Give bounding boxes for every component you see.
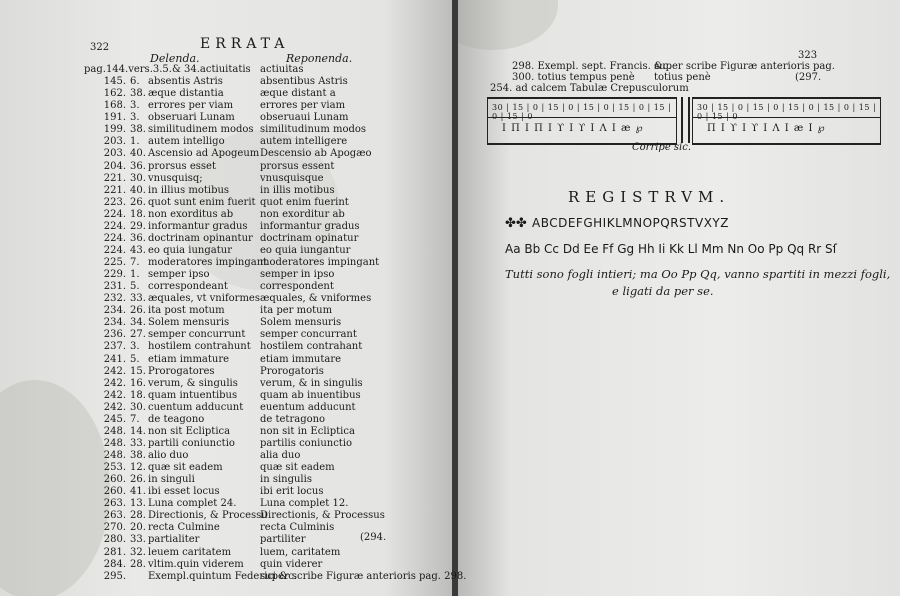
errata-delenda: leuem caritatem: [148, 546, 232, 558]
crepusculorum-table: [487, 97, 881, 143]
errata-delenda: partialiter: [148, 534, 200, 546]
errata-line-ref: 1.: [130, 136, 140, 148]
table-right-block: [692, 97, 881, 145]
errata-page-ref: 242.: [103, 377, 126, 389]
errata-page-ref: 221.: [103, 184, 126, 196]
errata-line-ref: 20.: [130, 522, 146, 534]
errata-line-ref: 33.: [130, 437, 146, 449]
errata-line-ref: 40.: [130, 184, 146, 196]
errata-line-ref: 38.: [130, 88, 146, 100]
errata-delenda: prorsus esset: [148, 160, 216, 172]
errata-delenda: semper ipso: [148, 269, 210, 281]
errata-line-ref: 1.: [130, 269, 140, 281]
errata-reponenda: luem, caritatem: [260, 546, 341, 558]
errata-reponenda: actiuitas: [260, 64, 304, 75]
water-stain: [458, 0, 558, 50]
errata-reponenda: ibi erit locus: [260, 486, 324, 498]
errata-line-ref: 28.: [130, 510, 146, 522]
errata-delenda: æque distantia: [148, 88, 224, 100]
errata-row-298-delenda: 298. Exempl. sept. Francis. &c.: [512, 61, 672, 72]
errata-page-ref: 234.: [103, 305, 126, 317]
errata-reponenda: informantur gradus: [260, 220, 360, 232]
errata-row: [84, 534, 444, 546]
errata-delenda: errores per viam: [148, 100, 234, 112]
errata-row: [84, 185, 444, 197]
errata-row: [84, 559, 444, 571]
errata-page-ref: 242.: [103, 401, 126, 413]
errata-row: [84, 354, 444, 366]
errata-delenda: partili coniunctio: [148, 437, 235, 449]
registrum-note-line1: Tutti sono fogli intieri; ma Oo Pp Qq, vanno spartiti in mezzi fogli,: [505, 267, 891, 281]
errata-line-ref: 30.: [130, 172, 146, 184]
errata-line-ref: 26.: [130, 305, 146, 317]
errata-page-ref: 260.: [103, 474, 126, 486]
errata-row: [84, 474, 444, 486]
errata-line-ref: 16.: [130, 377, 146, 389]
errata-page-ref: 203.: [103, 148, 126, 160]
errata-delenda: alio duo: [148, 450, 189, 461]
errata-reponenda: semper concurrant: [260, 329, 357, 341]
errata-reponenda: autem intelligere: [260, 136, 348, 148]
errata-row-254: 254. ad calcem Tabulæ Crepusculorum: [490, 83, 689, 94]
errata-row: [84, 124, 444, 136]
errata-delenda: ita post motum: [148, 305, 225, 317]
table-separator: [681, 97, 690, 143]
errata-delenda: Prorogatores: [148, 365, 215, 377]
errata-reponenda: super scribe Figuræ anterioris pag. 298.: [260, 570, 467, 582]
errata-trailing-ref: (294.: [360, 532, 387, 543]
errata-reponenda: similitudinum modos: [260, 124, 367, 136]
errata-row: [84, 522, 444, 534]
errata-row: [84, 547, 444, 559]
errata-line-ref: 3.: [130, 100, 140, 112]
errata-page-ref: 242.: [103, 389, 126, 401]
errata-page-ref: 242.: [103, 365, 126, 377]
errata-reponenda: alia duo: [260, 450, 301, 461]
errata-page-ref: 224.: [103, 220, 126, 232]
errata-reponenda: quam ab inuentibus: [260, 389, 361, 401]
errata-reponenda: non sit in Ecliptica: [260, 425, 355, 437]
errata-row: [84, 293, 444, 305]
errata-reponenda: non exorditur ab: [260, 208, 345, 220]
table-divider: [488, 117, 676, 118]
errata-delenda: ibi esset locus: [148, 486, 220, 498]
errata-line-ref: 18.: [130, 389, 146, 401]
errata-reponenda: vnusquisque: [260, 172, 324, 184]
errata-page-ref: 162.: [103, 88, 126, 100]
errata-page-ref: 224.: [103, 208, 126, 220]
errata-delenda: in illius motibus: [148, 184, 230, 196]
errata-page-ref: 168.: [103, 100, 126, 112]
errata-reponenda: Solem mensuris: [260, 317, 342, 329]
errata-row: [84, 136, 444, 148]
errata-page-ref: 221.: [103, 172, 126, 184]
errata-reponenda: in illis motibus: [260, 184, 335, 196]
errata-reponenda: verum, & in singulis: [260, 377, 363, 389]
errata-page-ref: 225.: [103, 257, 126, 268]
errata-page-ref: 270.: [103, 522, 126, 534]
errata-delenda: de teagono: [148, 413, 205, 425]
errata-reponenda: Descensio ab Apogæo: [260, 148, 372, 160]
errata-page-ref: 234.: [103, 317, 126, 329]
errata-reponenda: quæ sit eadem: [260, 462, 335, 474]
errata-row: [84, 570, 467, 583]
errata-row: [84, 510, 444, 522]
errata-row: [84, 245, 444, 257]
errata-row: [84, 64, 444, 76]
errata-delenda: eo quia iungatur: [148, 244, 232, 256]
errata-reponenda: correspondent: [260, 281, 334, 293]
errata-reponenda: recta Culminis: [260, 522, 335, 534]
errata-page-ref: 248.: [103, 437, 126, 449]
errata-reponenda: de tetragono: [260, 413, 326, 425]
errata-page-ref: 241.: [103, 353, 126, 365]
errata-reponenda: in singulis: [260, 474, 312, 486]
table-left-block: [487, 97, 677, 145]
errata-reponenda: partilis coniunctio: [260, 437, 353, 449]
errata-line-ref: 33.: [130, 293, 146, 305]
errata-reponenda: æque distant a: [260, 88, 336, 100]
errata-delenda: Solem mensuris: [148, 317, 230, 329]
errata-row: [84, 148, 444, 160]
errata-reponenda: quot enim fuerint: [260, 196, 349, 208]
registrum-note-line2: e ligati da per se.: [612, 284, 714, 298]
errata-delenda: correspondeant: [148, 281, 228, 293]
errata-line-ref: 3.: [130, 341, 140, 353]
errata-row: [84, 197, 444, 209]
page-number-right: 323: [798, 50, 818, 61]
errata-reponenda: Luna complet 12.: [260, 498, 349, 510]
errata-page-ref: 204.: [103, 160, 126, 172]
errata-page-ref: 253.: [103, 462, 126, 474]
errata-line-ref: 29.: [130, 220, 146, 232]
errata-reponenda: etiam immutare: [260, 353, 342, 365]
table-left-top-row: 30 | 15 | 0 | 15 | 0 | 15 | 0 | 15 | 0 | 15 | 0 | 15 | 0: [492, 103, 672, 121]
errata-page-ref: 295.: [103, 570, 126, 582]
errata-row: [84, 378, 444, 390]
errata-row-300-delenda: 300. totius tempus penè: [512, 72, 635, 83]
errata-delenda: moderatores impingant: [148, 257, 268, 268]
errata-delenda: semper concurrunt: [148, 329, 246, 341]
errata-page-ref: 229.: [103, 269, 126, 281]
errata-row: [84, 426, 444, 438]
errata-row-298-reponenda: super scribe Figuræ anterioris pag.: [654, 61, 835, 72]
errata-line-ref: 13.: [130, 498, 146, 510]
errata-line-ref: 32.: [130, 546, 146, 558]
errata-row-300-tail: (297.: [795, 72, 822, 83]
errata-page-ref: 191.: [103, 112, 126, 124]
errata-row: [84, 462, 444, 474]
errata-row: [84, 76, 444, 88]
errata-delenda: etiam immature: [148, 353, 230, 365]
errata-reponenda: hostilem contrahant: [260, 341, 363, 353]
table-right-top-row: 30 | 15 | 0 | 15 | 0 | 15 | 0 | 15 | 0 | 15 | 0 | 15 | 0: [697, 103, 877, 121]
errata-row: [84, 269, 444, 281]
errata-page-ref: 248.: [103, 450, 126, 461]
errata-line-ref: 26.: [130, 196, 146, 208]
errata-delenda: quot sunt enim fuerit: [148, 196, 256, 208]
errata-delenda: cuentum adducunt: [148, 401, 244, 413]
errata-line-ref: 40.: [130, 148, 146, 160]
errata-delenda: in singuli: [148, 474, 195, 486]
errata-delenda: non exorditus ab: [148, 208, 234, 220]
errata-page-ref: 231.: [103, 281, 126, 293]
errata-row: [84, 390, 444, 402]
errata-line-ref: 28.: [130, 558, 146, 570]
errata-delenda: similitudinem modos: [148, 124, 254, 136]
errata-line-ref: 38.: [130, 124, 146, 136]
errata-table: [84, 64, 467, 583]
errata-line-ref: 26.: [130, 474, 146, 486]
errata-page-ref: 284.: [103, 558, 126, 570]
errata-row: [84, 161, 444, 173]
errata-page-ref: 281.: [103, 546, 126, 558]
errata-line-ref: 5.: [130, 281, 140, 293]
corripe-note: Corripe sic.: [632, 142, 692, 153]
errata-reponenda: moderatores impingant: [260, 257, 380, 268]
errata-page-ref: 263.: [103, 498, 126, 510]
errata-page-ref: 248.: [103, 425, 126, 437]
errata-line-ref: 3.: [130, 112, 140, 124]
page-number-left: 322: [90, 42, 110, 53]
errata-delenda: vltim.quin viderem: [148, 558, 244, 570]
errata-line-ref: 14.: [130, 425, 146, 437]
errata-delenda: verum, & singulis: [148, 377, 238, 389]
column-header-delenda: Delenda.: [150, 52, 200, 65]
errata-line-ref: 30.: [130, 401, 146, 413]
errata-row: [84, 317, 444, 329]
errata-line-ref: 41.: [130, 486, 146, 498]
errata-page-ref: 224.: [103, 244, 126, 256]
errata-delenda: quæ sit eadem: [148, 462, 223, 474]
errata-row: [84, 100, 444, 112]
errata-reponenda: semper in ipso: [260, 269, 335, 281]
errata-row: [84, 366, 444, 378]
errata-delenda: absentis Astris: [148, 76, 223, 88]
registrum-title: REGISTRVM.: [568, 188, 731, 206]
errata-page-ref: 232.: [103, 293, 126, 305]
errata-delenda: Exempl.quintum Federici &c.: [148, 570, 297, 582]
fleuron-ornament-icon: ✤✤: [505, 216, 527, 231]
errata-line-ref: 36.: [130, 232, 146, 244]
errata-delenda: Directionis, & Processu: [148, 510, 268, 522]
errata-delenda: informantur gradus: [148, 220, 248, 232]
errata-delenda: doctrinam opinantur: [148, 232, 253, 244]
errata-page-ref: 260.: [103, 486, 126, 498]
errata-delenda: Ascensio ad Apogeum: [148, 148, 260, 160]
errata-reponenda: absentibus Astris: [260, 76, 348, 88]
errata-delenda: quam intuentibus: [148, 389, 238, 401]
errata-row: [84, 173, 444, 185]
errata-line-ref: 5.: [130, 353, 140, 365]
errata-row: [84, 112, 444, 124]
errata-delenda: pag.144.vers.3.5.& 34.actiuitatis: [84, 64, 251, 75]
errata-line-ref: 43.: [130, 244, 146, 256]
errata-reponenda: prorsus essent: [260, 160, 335, 172]
errata-row: [84, 88, 444, 100]
errata-page-ref: 223.: [103, 196, 126, 208]
errata-reponenda: eo quia iungantur: [260, 244, 351, 256]
errata-line-ref: 33.: [130, 534, 146, 546]
errata-delenda: æquales, vt vniformes: [148, 293, 260, 305]
registrum-signatures-upper: ABCDEFGHIKLMNOPQRSTVXYZ: [532, 216, 729, 230]
errata-delenda: recta Culmine: [148, 522, 220, 534]
errata-line-ref: 15.: [130, 365, 146, 377]
errata-row: [84, 402, 444, 414]
errata-delenda: vnusquisq;: [148, 172, 203, 184]
errata-page-ref: 199.: [103, 124, 126, 136]
errata-page-ref: 236.: [103, 329, 126, 341]
errata-page-ref: 263.: [103, 510, 126, 522]
errata-delenda: non sit Ecliptica: [148, 425, 231, 437]
errata-page-ref: 237.: [103, 341, 126, 353]
errata-line-ref: 7.: [130, 413, 140, 425]
errata-row: [84, 414, 444, 426]
errata-reponenda: Prorogatoris: [260, 365, 324, 377]
table-right-bottom-row: Π Ι ϒ Ι ϒ Ι Λ Ι æ Ι ℘: [707, 123, 826, 134]
column-header-reponenda: Reponenda.: [286, 52, 353, 65]
errata-row: [84, 498, 444, 510]
errata-line-ref: 36.: [130, 160, 146, 172]
errata-row-300-reponenda: totius penè: [654, 72, 711, 83]
errata-row: [84, 305, 444, 317]
errata-row: [84, 450, 444, 462]
errata-title: ERRATA: [200, 36, 290, 52]
errata-delenda: Luna complet 24.: [148, 498, 237, 510]
errata-page-ref: 203.: [103, 136, 126, 148]
errata-reponenda: euentum adducunt: [260, 401, 356, 413]
errata-delenda: autem intelligo: [148, 136, 225, 148]
table-divider: [693, 117, 880, 118]
errata-reponenda: obseruaui Lunam: [260, 112, 349, 124]
errata-row: [84, 209, 444, 221]
errata-reponenda: ita per motum: [260, 305, 333, 317]
errata-delenda: hostilem contrahunt: [148, 341, 251, 353]
errata-page-ref: 145.: [103, 76, 126, 88]
errata-page-ref: 224.: [103, 232, 126, 244]
errata-line-ref: 7.: [130, 257, 140, 268]
errata-row: [84, 257, 444, 269]
errata-line-ref: 34.: [130, 317, 146, 329]
errata-page-ref: 245.: [103, 413, 126, 425]
errata-reponenda: errores per viam: [260, 100, 346, 112]
errata-reponenda: quin viderer: [260, 558, 323, 570]
errata-line-ref: 38.: [130, 450, 146, 461]
errata-row: [84, 281, 444, 293]
errata-reponenda: partiliter: [260, 534, 306, 546]
errata-row: [84, 233, 444, 245]
errata-line-ref: 27.: [130, 329, 146, 341]
errata-line-ref: 18.: [130, 208, 146, 220]
errata-row: [84, 221, 444, 233]
errata-reponenda: doctrinam opinatur: [260, 232, 359, 244]
errata-reponenda: æquales, & vniformes: [260, 293, 372, 305]
errata-reponenda: Directionis, & Processus: [260, 510, 385, 522]
registrum-signatures-pairs: Aa Bb Cc Dd Ee Ff Gg Hh Ii Kk Ll Mm Nn Oo Pp Qq Rr Sſ: [505, 242, 837, 256]
errata-delenda: obseruari Lunam: [148, 112, 235, 124]
errata-line-ref: 6.: [130, 76, 140, 88]
table-left-bottom-row: Ι Π Ι Π Ι ϒ Ι ϒ Ι Λ Ι æ ℘: [502, 123, 644, 134]
errata-row: [84, 341, 444, 353]
errata-row: [84, 329, 444, 341]
errata-page-ref: 280.: [103, 534, 126, 546]
errata-row: [84, 438, 444, 450]
errata-row: [84, 486, 444, 498]
errata-line-ref: 12.: [130, 462, 146, 474]
